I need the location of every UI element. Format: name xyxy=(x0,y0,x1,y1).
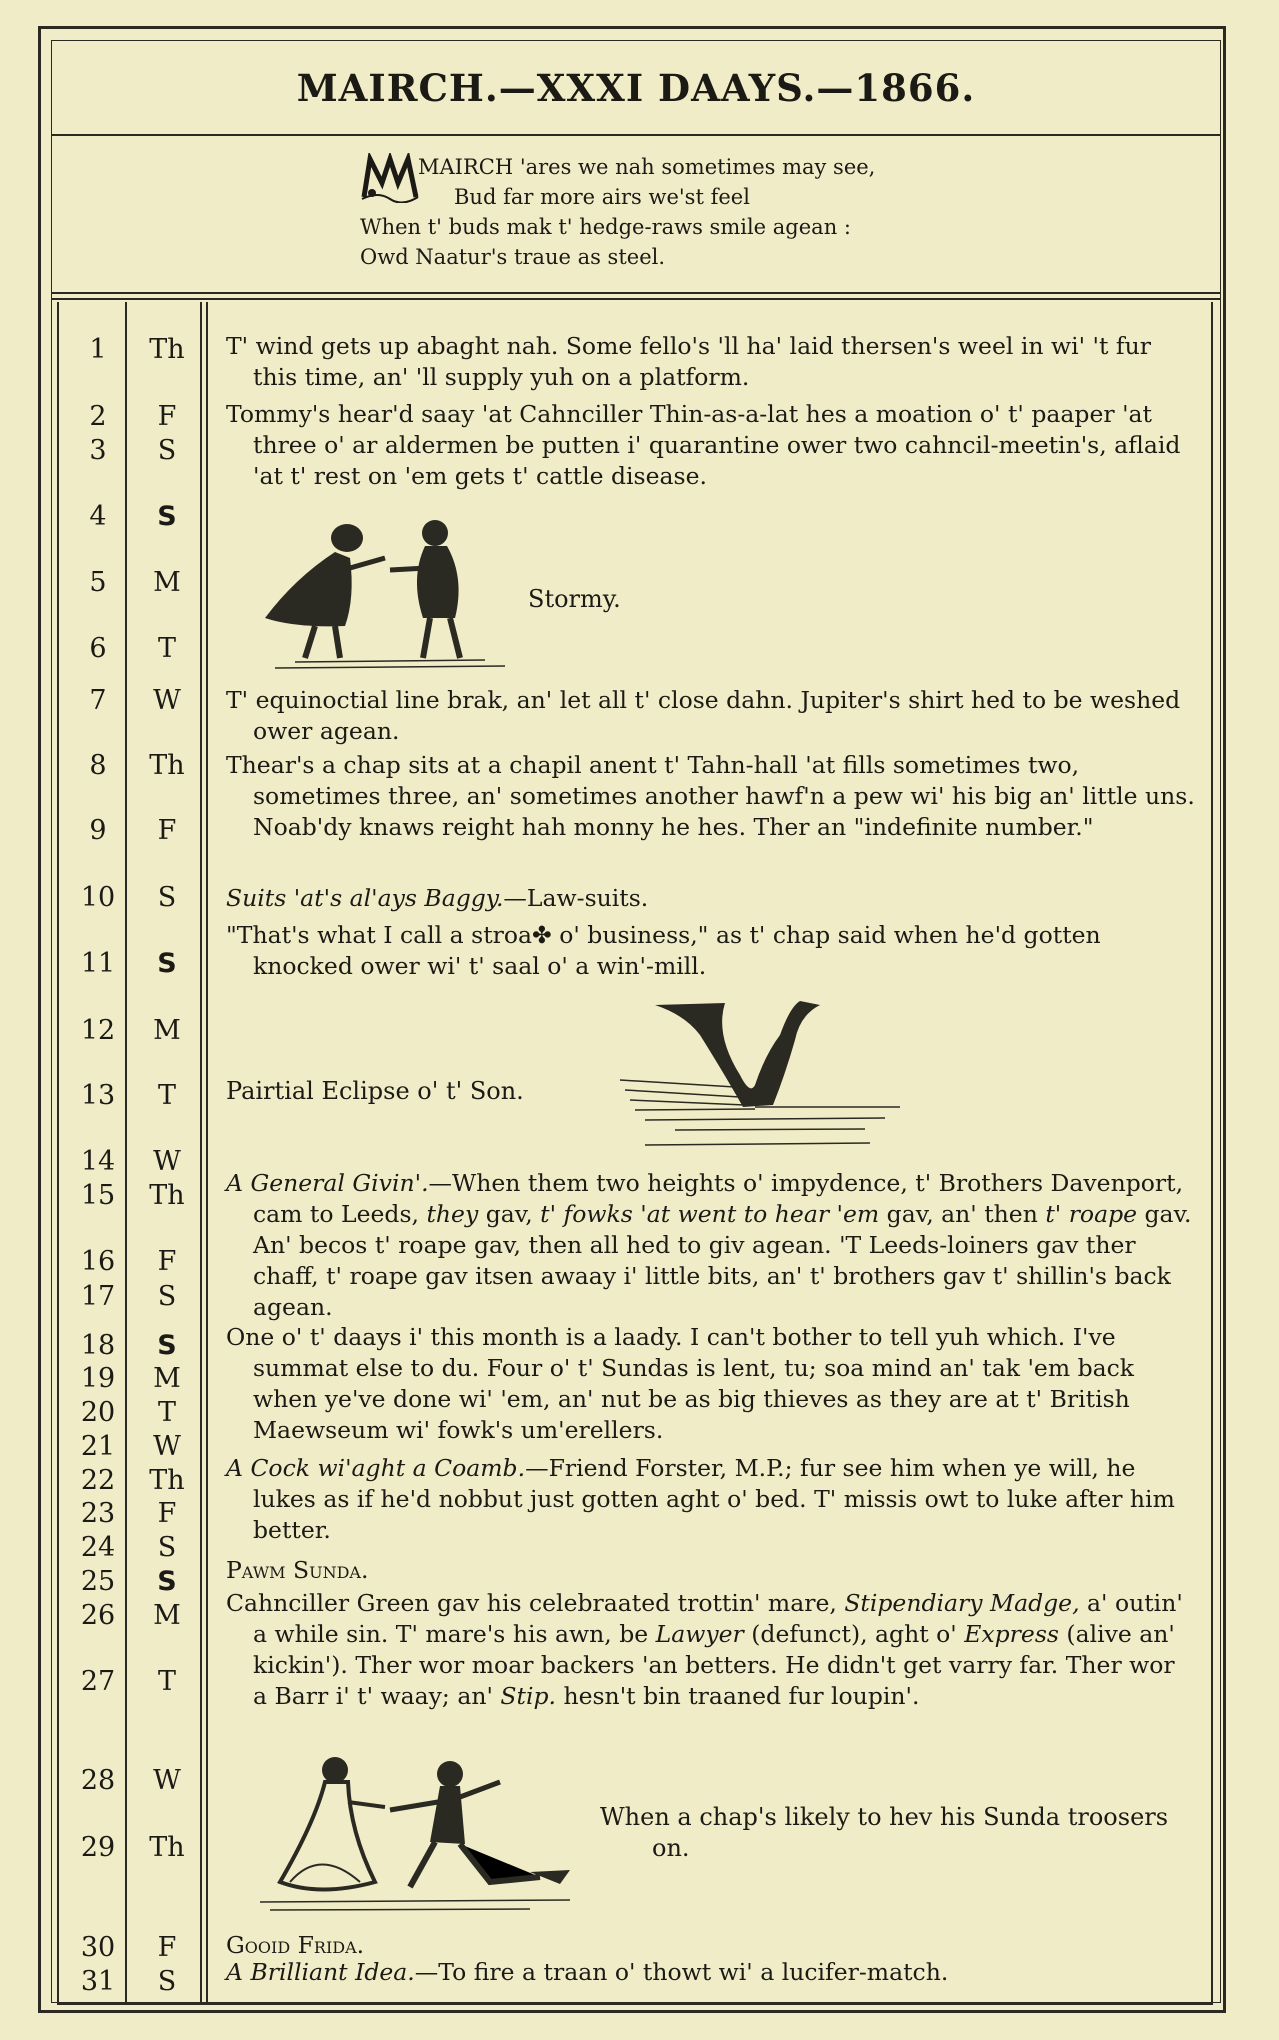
day-number: 14 xyxy=(80,1146,116,1177)
entry-text: (defunct), aght o' xyxy=(743,1620,965,1648)
day-number: 22 xyxy=(80,1465,116,1496)
entry-brilliant-idea xyxy=(226,1957,1196,1988)
weekday: W xyxy=(153,1146,181,1177)
weekday: S xyxy=(157,435,177,466)
day-number: 28 xyxy=(80,1765,116,1796)
entry-italic: t' roape xyxy=(1045,1200,1138,1228)
entry-italic: they xyxy=(426,1200,479,1228)
verse-rule-1 xyxy=(52,292,1220,294)
weekday: Th xyxy=(149,1180,185,1211)
page-title: MAIRCH.—XXXI DAAYS.—1866. xyxy=(296,66,976,110)
entry-italic: Stip. xyxy=(500,1682,556,1710)
weekday: M xyxy=(153,567,181,598)
weekday: F xyxy=(157,1246,177,1277)
caption-text: When a chap's likely to hev his Sunda troosers on. xyxy=(600,1803,1169,1862)
weekday: Th xyxy=(149,750,185,781)
entry-text: gav, xyxy=(478,1200,541,1228)
weekday: S xyxy=(157,1281,177,1312)
dancing-figures-illustration xyxy=(260,1752,580,1922)
eclipse-legs-illustration xyxy=(615,995,905,1160)
column-rule-2 xyxy=(200,302,202,2005)
day-number: 18 xyxy=(80,1330,116,1361)
bottom-rule xyxy=(57,2003,1212,2005)
entry-italic: Lawyer xyxy=(655,1620,744,1648)
entry-italic: t' fowks 'at went to hear 'em xyxy=(540,1200,880,1228)
weekday: W xyxy=(153,1765,181,1796)
day-number: 2 xyxy=(89,401,107,432)
day-number: 8 xyxy=(89,750,107,781)
verse xyxy=(360,152,875,272)
weekday: T xyxy=(157,1397,176,1428)
entry-text: Cahnciller Green gav his celebraated trottin' mare, xyxy=(226,1589,845,1617)
weekday: T xyxy=(157,633,176,664)
entry-gooid-frida: Gooid Frida. xyxy=(226,1931,365,1959)
day-number: 25 xyxy=(80,1566,116,1597)
weekday: T xyxy=(157,1666,176,1697)
weekday: F xyxy=(157,1498,177,1529)
day-number: 4 xyxy=(89,501,107,532)
day-number: 16 xyxy=(80,1246,116,1277)
day-number: 3 xyxy=(89,435,107,466)
entry-text: (alive an' kickin'). Ther wor moar backers 'an betters. He didn't get varry far. Ther wor a Barr i' t' waay; an' xyxy=(253,1620,1175,1710)
entry-text: —When them two heights o' impydence, t' Brothers Davenport, cam to Leeds, xyxy=(253,1169,1184,1228)
entry-general-givin xyxy=(226,1168,1196,1323)
day-number: 9 xyxy=(89,815,107,846)
day-number: 1 xyxy=(89,334,107,365)
entry-brilliant-rest: —To fire a traan o' thowt wi' a lucifer-match. xyxy=(414,1958,949,1986)
column-rule-right xyxy=(1211,302,1213,2005)
verse-rule-2 xyxy=(52,298,1220,300)
entry-cahnciller-green xyxy=(226,1588,1196,1712)
eclipse-caption: Pairtial Eclipse o' t' Son. xyxy=(226,1077,524,1105)
column-rule-3 xyxy=(206,302,208,2005)
weekday: W xyxy=(153,1431,181,1462)
entry-general-givin-italic: A General Givin'. xyxy=(226,1169,429,1197)
entry-cock xyxy=(226,1453,1196,1546)
weekday: M xyxy=(153,1600,181,1631)
entry-suits-rest: —Law-suits. xyxy=(503,884,649,912)
stormy-caption: Stormy. xyxy=(528,585,621,613)
weekday: W xyxy=(153,685,181,716)
day-number: 19 xyxy=(80,1363,116,1394)
weekday: F xyxy=(157,815,177,846)
day-number: 17 xyxy=(80,1281,116,1312)
verse-line-3: When t' buds mak t' hedge-raws smile agean : xyxy=(360,215,851,239)
weekday: S xyxy=(157,1532,177,1563)
entry-italic: Express xyxy=(964,1620,1059,1648)
weekday: Th xyxy=(149,1465,185,1496)
weekday-sunday: S xyxy=(157,948,177,979)
day-number: 10 xyxy=(80,882,116,913)
day-number: 29 xyxy=(80,1832,116,1863)
entry-cock-italic: A Cock wi'aght a Coamb. xyxy=(226,1454,526,1482)
entry-laady: One o' t' daays i' this month is a laady. I can't bother to tell yuh which. I've summat else to du. Four o' t' Sundas is lent, tu; soa mind an' tak 'em back when ye've done wi' 'em, an' nut be as big thieves as they are at t' British Maewseum wi' fowk's um'erellers. xyxy=(226,1323,1135,1444)
entry-brilliant-italic: A Brilliant Idea. xyxy=(226,1958,415,1986)
day-number: 27 xyxy=(80,1666,116,1697)
day-number: 15 xyxy=(80,1180,116,1211)
entry-suits-italic: Suits 'at's al'ays Baggy. xyxy=(226,884,504,912)
day-number: 11 xyxy=(80,948,116,979)
weekday: Th xyxy=(149,1832,185,1863)
day-number: 24 xyxy=(80,1532,116,1563)
entry-equinoctial: T' equinoctial line brak, an' let all t' closе dahn. Jupiter's shirt hed to be weshed ower agean. xyxy=(226,686,1181,745)
weekday: M xyxy=(153,1363,181,1394)
entry-chapil: Thear's a chap sits at a chapil anent t' Tahn-hall 'at fills sometimes two, sometimes three, an' sometimes another hawf'n a pew wi' his big an' little uns. Noab'dy knaws reight hah monny he hes. Ther an "indefinite number." xyxy=(226,751,1195,841)
day-number: 21 xyxy=(80,1431,116,1462)
verse-line-2: Bud far more airs we'st feel xyxy=(454,185,750,209)
entry-stroake: "That's what I call a stroa✤ o' business," as t' chap said when he'd gotten knocked ower wi' t' saal o' a win'-mill. xyxy=(226,921,1101,980)
day-number: 13 xyxy=(80,1080,116,1111)
day-number: 7 xyxy=(89,685,107,716)
weekday-sunday: S xyxy=(157,501,177,532)
entry-pawm-sunda: Pawm Sunda. xyxy=(226,1556,369,1584)
weekday-sunday: S xyxy=(157,1566,177,1597)
day-number: 23 xyxy=(80,1498,116,1529)
weekday: Th xyxy=(149,334,185,365)
entry-text: a' outin' a while sin. T' mare's his awn, be xyxy=(253,1589,1183,1648)
entry-cock-rest: —Friend Forster, M.P.; fur see him when ye will, he lukes as if he'd nobbut just gotten aght o' bed. T' missis owt to luke after him better. xyxy=(253,1454,1175,1544)
title-rule xyxy=(52,134,1220,136)
weekday: F xyxy=(157,401,177,432)
day-number: 20 xyxy=(80,1397,116,1428)
weekday: F xyxy=(157,1932,177,1963)
stormy-figures-illustration xyxy=(255,508,515,678)
verse-line-1: MAIRCH 'ares we nah sometimes may see, xyxy=(418,155,876,179)
day-number: 26 xyxy=(80,1600,116,1631)
entry-wind: T' wind gets up abaght nah. Some fello's 'll ha' laid thersen's weel in wi' 't fur this time, an' 'll supply yuh on a platform. xyxy=(226,332,1151,391)
weekday-sunday: S xyxy=(157,1330,177,1361)
entry-suits xyxy=(226,883,1196,914)
entry-text: gav, an' then xyxy=(879,1200,1046,1228)
entry-text: hesn't bin traaned fur loupin'. xyxy=(555,1682,920,1710)
day-number: 5 xyxy=(89,567,107,598)
sunda-troosers-caption xyxy=(600,1802,1200,1864)
entry-italic: Stipendiary Madge, xyxy=(844,1589,1080,1617)
weekday: T xyxy=(157,1080,176,1111)
weekday: M xyxy=(153,1015,181,1046)
entry-text: gav. An' becos t' roape gav, then all hed to giv agean. 'T Leeds-loiners gav ther chaff, t' roape gav itsen awaay i' little bits, an' t' brothers gav t' shillin's back agean. xyxy=(253,1200,1192,1321)
weekday: S xyxy=(157,882,177,913)
day-number: 6 xyxy=(89,633,107,664)
verse-line-4: Owd Naatur's traue as steel. xyxy=(360,245,666,269)
day-number: 12 xyxy=(80,1015,116,1046)
day-number: 31 xyxy=(80,1966,116,1997)
weekday: S xyxy=(157,1966,177,1997)
column-rule-left xyxy=(57,302,59,2005)
day-number: 30 xyxy=(80,1932,116,1963)
entry-tommy: Tommy's hear'd saay 'at Cahnciller Thin-as-a-lat hes a moation o' t' paaper 'at three o' ar aldermen be putten i' quarantine ower two cahncil-meetin's, aflaid 'at t' rest on 'em gets t' cattle disease. xyxy=(226,400,1181,490)
